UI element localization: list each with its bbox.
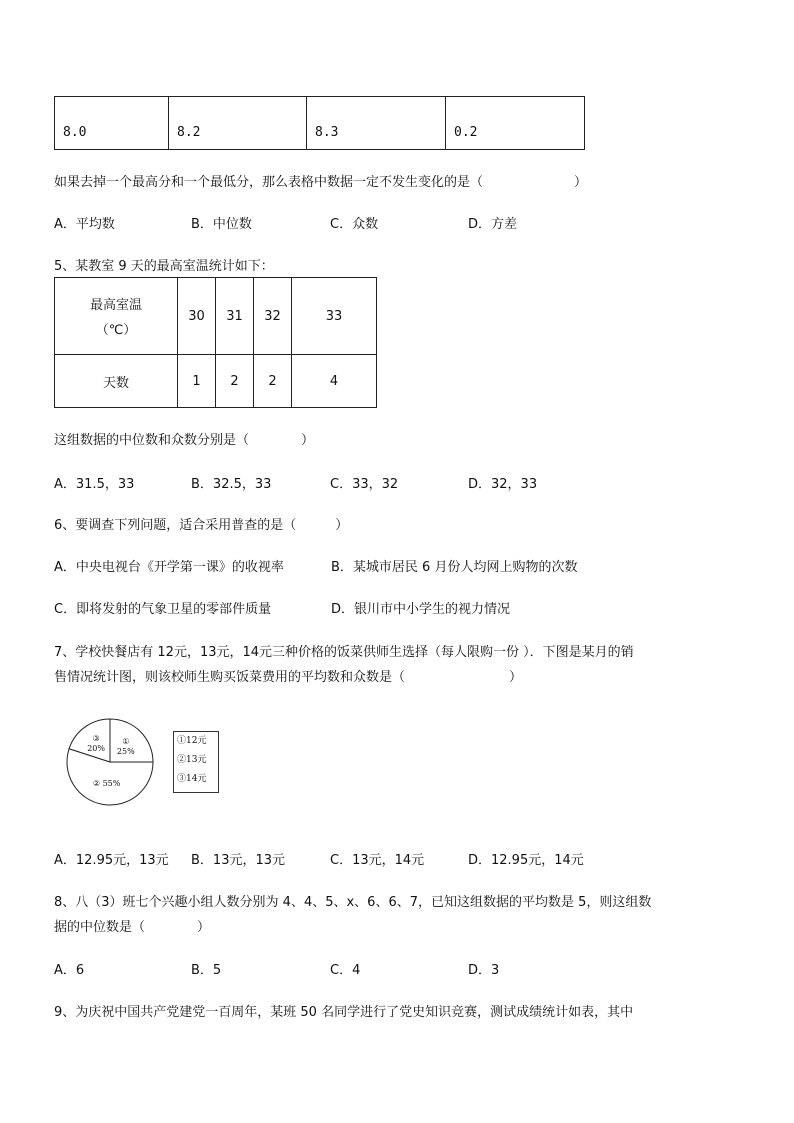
days-cell: 1	[178, 355, 216, 408]
q7-stem-line1: 7、学校快餐店有 12元，13元，14元三种价格的饭菜供师生选择（每人限购一份 ）．下图是某月的销	[54, 645, 634, 660]
temp-cell: 32	[254, 278, 292, 355]
pie-label-2: ② 55%	[92, 779, 121, 789]
q8-option-a: A．6	[54, 963, 85, 978]
q9-stem: 9、为庆祝中国共产党建党一百周年，某班 50 名同学进行了党史知识竞赛，测试成绩统计如表，其中	[54, 1005, 634, 1020]
q7-stem-line2: 售情况统计图，则该校师生购买饭菜费用的平均数和众数是（ ）	[54, 670, 523, 685]
score-cell: 8.0	[55, 97, 169, 150]
score-cell: 8.3	[307, 97, 446, 150]
q4-option-c: C．众数	[330, 217, 379, 232]
temp-cell: 31	[216, 278, 254, 355]
q4-option-d: D．方差	[468, 217, 518, 232]
q5-option-d: D．32，33	[468, 477, 538, 492]
days-cell: 2	[216, 355, 254, 408]
q7-option-b: B．13元，13元	[191, 853, 286, 868]
temp-header-cell	[55, 278, 178, 355]
pie-label-1: ① 25%	[116, 737, 135, 757]
q5-option-c: C．33，32	[330, 477, 399, 492]
legend-item: ①12元	[177, 736, 207, 746]
q4-option-a: A．平均数	[54, 217, 115, 232]
q4-stem: 如果去掉一个最高分和一个最低分，那么表格中数据一定不发生变化的是（ ）	[54, 175, 588, 190]
q8-option-d: D．3	[468, 963, 500, 978]
q8-option-b: B．5	[191, 963, 222, 978]
legend-item: ③14元	[177, 774, 207, 784]
temp-cell: 33	[292, 278, 377, 355]
pie-chart	[60, 712, 160, 812]
temp-cell: 30	[178, 278, 216, 355]
q6-option-b: B．某城市居民 6 月份人均网上购物的次数	[331, 560, 578, 575]
pie-legend	[173, 731, 219, 793]
legend-item: ②13元	[177, 755, 207, 765]
temp-header-line1: 最高室温	[89, 298, 142, 313]
q6-stem: 6、要调查下列问题，适合采用普查的是（ ）	[54, 518, 349, 533]
q7-option-a: A．12.95元，13元	[54, 853, 169, 868]
q5-question: 这组数据的中位数和众数分别是（ ）	[54, 433, 315, 448]
temperature-table	[54, 277, 377, 408]
pie-label-3: ③ 20%	[87, 733, 105, 753]
q8-option-c: C．4	[330, 963, 361, 978]
temp-header-line2: （℃）	[95, 323, 137, 338]
q5-option-a: A．31.5，33	[54, 477, 135, 492]
q8-stem-line1: 8、八（3）班七个兴趣小组人数分别为 4、4、5、x、6、6、7，已知这组数据的平均数是 5，则这组数	[54, 895, 652, 910]
score-table	[54, 96, 585, 150]
q4-option-b: B．中位数	[191, 217, 252, 232]
days-header-cell: 天数	[55, 355, 178, 408]
q6-option-a: A．中央电视台《开学第一课》的收视率	[54, 560, 284, 575]
q6-option-d: D．银川市中小学生的视力情况	[331, 602, 511, 617]
score-cell: 8.2	[169, 97, 307, 150]
days-cell: 4	[292, 355, 377, 408]
q7-option-d: D．12.95元，14元	[468, 853, 584, 868]
q8-stem-line2: 据的中位数是（ ）	[54, 920, 211, 935]
q6-option-c: C．即将发射的气象卫星的零部件质量	[54, 602, 272, 617]
days-cell: 2	[254, 355, 292, 408]
score-cell: 0.2	[446, 97, 585, 150]
q5-stem: 5、某教室 9 天的最高室温统计如下：	[54, 259, 274, 274]
q5-option-b: B．32.5，33	[191, 477, 272, 492]
q7-option-c: C．13元，14元	[330, 853, 425, 868]
